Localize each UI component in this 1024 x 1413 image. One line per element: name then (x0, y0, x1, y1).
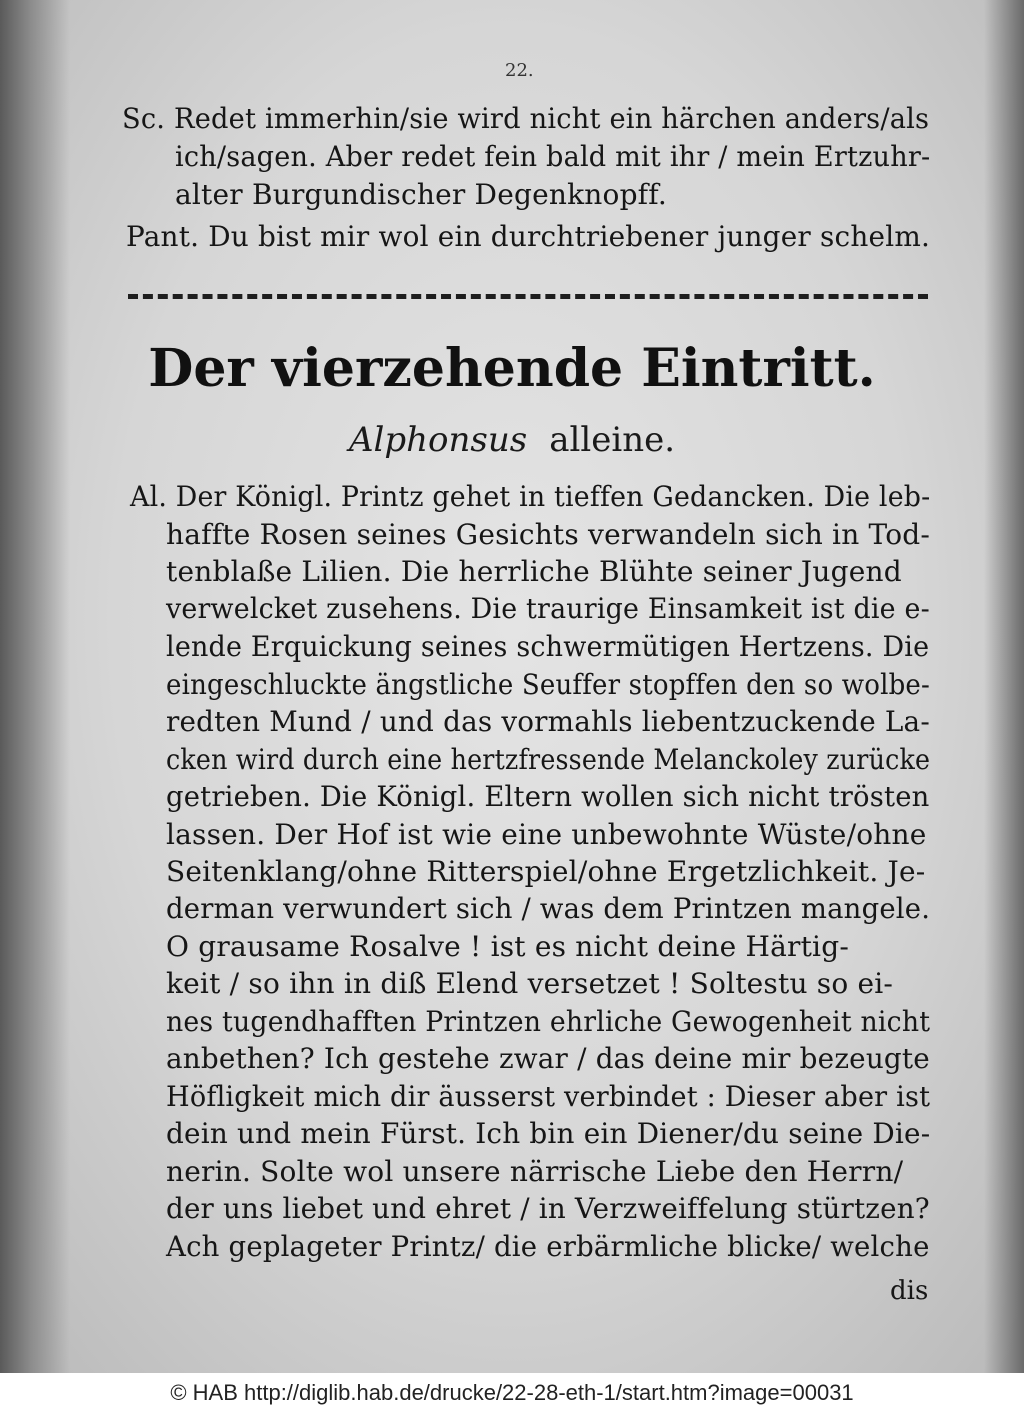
monologue-line: Al. Der Königl. Printz gehet in tieffen Gedancken. Die leb- (130, 480, 931, 513)
catchword: dis (890, 1276, 929, 1306)
dialogue-line: Pant. Du bist mir wol ein durchtriebener junger schelm. (126, 220, 931, 253)
scene-subheading (0, 420, 1024, 460)
monologue-line: Ach geplageter Printz/ die erbärmliche blicke/ welche (166, 1230, 930, 1263)
monologue-line: cken wird durch eine hertzfressende Melanckoley zurücke (166, 743, 931, 776)
monologue-line: anbethen? Ich gestehe zwar / das deine mir bezeugte (166, 1042, 930, 1075)
character-name: Alphonsus (348, 420, 528, 460)
page-shadow-left (0, 0, 70, 1373)
monologue-line: Seitenklang/ohne Ritterspiel/ohne Ergetzlichkeit. Je- (166, 855, 926, 888)
dialogue-line: Sc. Redet immerhin/sie wird nicht ein härchen anders/als (122, 102, 930, 135)
monologue-line: verwelcket zusehens. Die traurige Einsamkeit ist die e- (166, 592, 930, 625)
monologue-line: der uns liebet und ehret / in Verzweiffelung stürtzen? (166, 1192, 930, 1225)
page-number: 22. (505, 60, 534, 81)
monologue-line: haffte Rosen seines Gesichts verwandeln sich in Tod- (166, 518, 931, 551)
monologue-line: tenblaße Lilien. Die herrliche Blühte seiner Jugend (166, 555, 902, 588)
monologue-line: lende Erquickung seines schwermütigen Hertzens. Die (166, 630, 930, 663)
monologue-line: nerin. Solte wol unsere närrische Liebe den Herrn/ (166, 1155, 904, 1188)
monologue-line: eingeschluckte ängstliche Seuffer stopffen den so wolbe- (166, 668, 930, 701)
monologue-line: dein und mein Fürst. Ich bin ein Diener/du seine Die- (166, 1117, 931, 1150)
section-divider (128, 294, 928, 299)
monologue-line: O grausame Rosalve ! ist es nicht deine Härtig- (166, 930, 849, 963)
scene-heading: Der vierzehende Eintritt. (148, 338, 876, 399)
monologue-line: derman verwundert sich / was dem Printzen mangele. (166, 892, 931, 925)
monologue-line: lassen. Der Hof ist wie eine unbewohnte Wüste/ohne (166, 818, 927, 851)
monologue-line: getrieben. Die Königl. Eltern wollen sich nicht trösten (166, 780, 930, 813)
copyright-footer: © HAB http://diglib.hab.de/drucke/22-28-eth-1/start.htm?image=00031 (0, 1373, 1024, 1413)
monologue-line: Höfligkeit mich dir äusserst verbindet : Dieser aber ist (166, 1080, 931, 1113)
dialogue-line: ich/sagen. Aber redet fein bald mit ihr / mein Ertzuhr- (175, 140, 931, 173)
monologue-line: keit / so ihn in diß Elend versetzet ! Soltestu so ei- (166, 967, 894, 1000)
dialogue-line: alter Burgundischer Degenknopff. (175, 178, 667, 211)
monologue-line: nes tugendhafften Printzen ehrliche Gewogenheit nicht (166, 1005, 931, 1038)
page-shadow-right (984, 0, 1024, 1373)
monologue-line: redten Mund / und das vormahls liebentzuckende La- (166, 705, 930, 738)
subheading-rest: alleine. (549, 420, 676, 460)
